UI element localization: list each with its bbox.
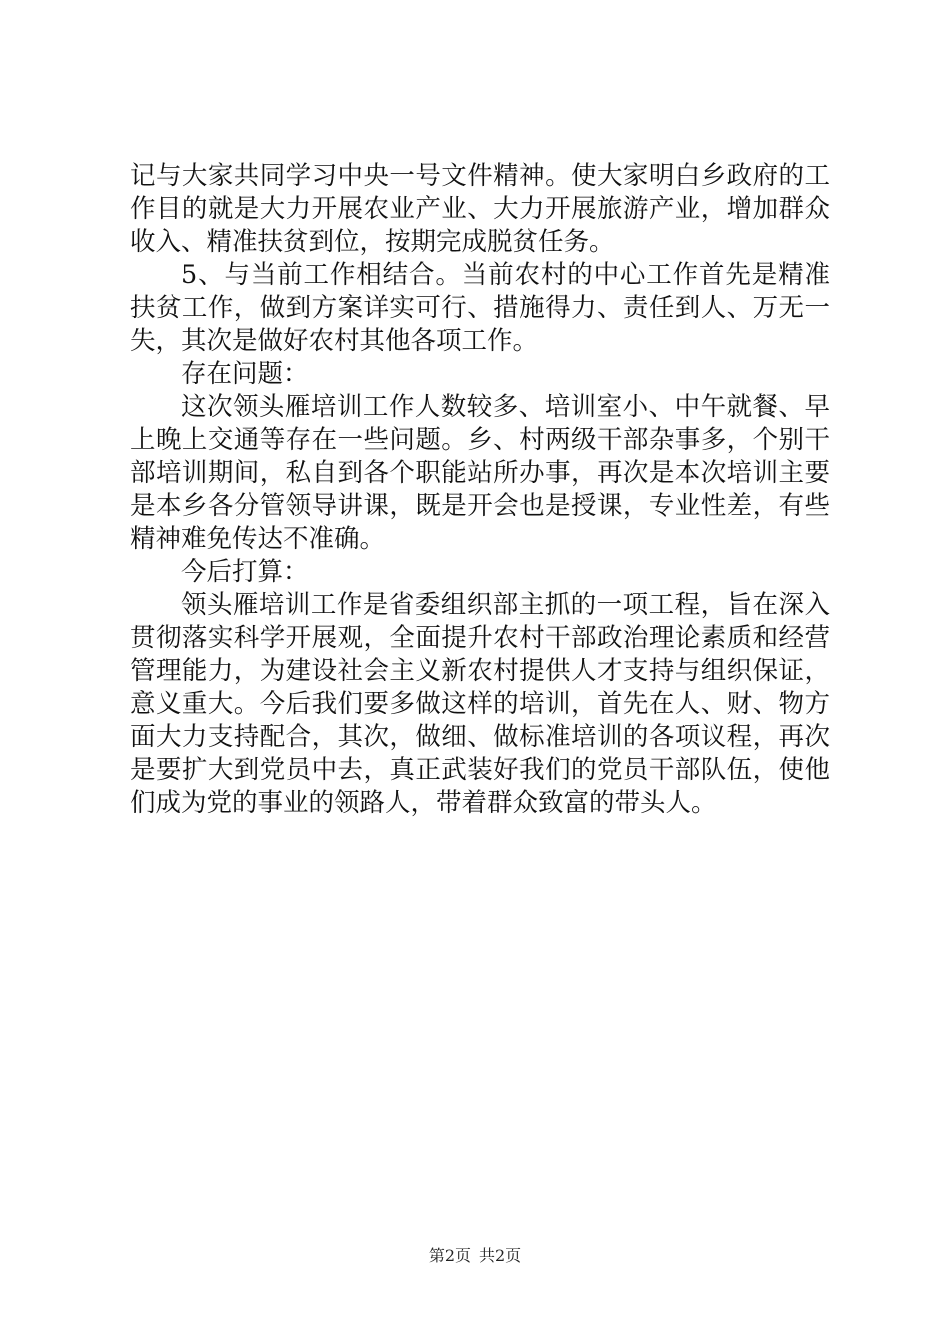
paragraph-continuation: 记与大家共同学习中央一号文件精神。使大家明白乡政府的工作目的就是大力开展农业产业、大力开展旅游产业，增加群众收入、精准扶贫到位，按期完成脱贫任务。: [130, 161, 830, 257]
paragraph-plans: 领头雁培训工作是省委组织部主抓的一项工程，旨在深入贯彻落实科学开展观，全面提升农村干部政治理论素质和经营管理能力，为建设社会主义新农村提供人才支持与组织保证，意义重大。今后我们要多做这样的培训，首先在人、财、物方面大力支持配合，其次，做细、做标准培训的各项议程，再次是要扩大到党员中去，真正武装好我们的党员干部队伍，使他们成为党的事业的领路人，带着群众致富的带头人。: [130, 590, 830, 818]
paragraph-item-5: 5、与当前工作相结合。当前农村的中心工作首先是精准扶贫工作，做到方案详实可行、措施得力、责任到人、万无一失，其次是做好农村其他各项工作。: [130, 260, 830, 356]
page-number: 第2页: [428, 1246, 471, 1265]
section-heading-plans: 今后打算：: [181, 557, 309, 587]
section-heading-problems: 存在问题：: [181, 359, 309, 389]
page-total: 共2页: [479, 1246, 522, 1265]
paragraph-problems: 这次领头雁培训工作人数较多、培训室小、中午就餐、早上晚上交通等存在一些问题。乡、村两级干部杂事多，个别干部培训期间，私自到各个职能站所办事，再次是本次培训主要是本乡各分管领导讲课，既是开会也是授课，专业性差，有些精神难免传达不准确。: [130, 392, 830, 554]
document-body: [130, 160, 830, 820]
page-footer: [0, 1246, 950, 1266]
